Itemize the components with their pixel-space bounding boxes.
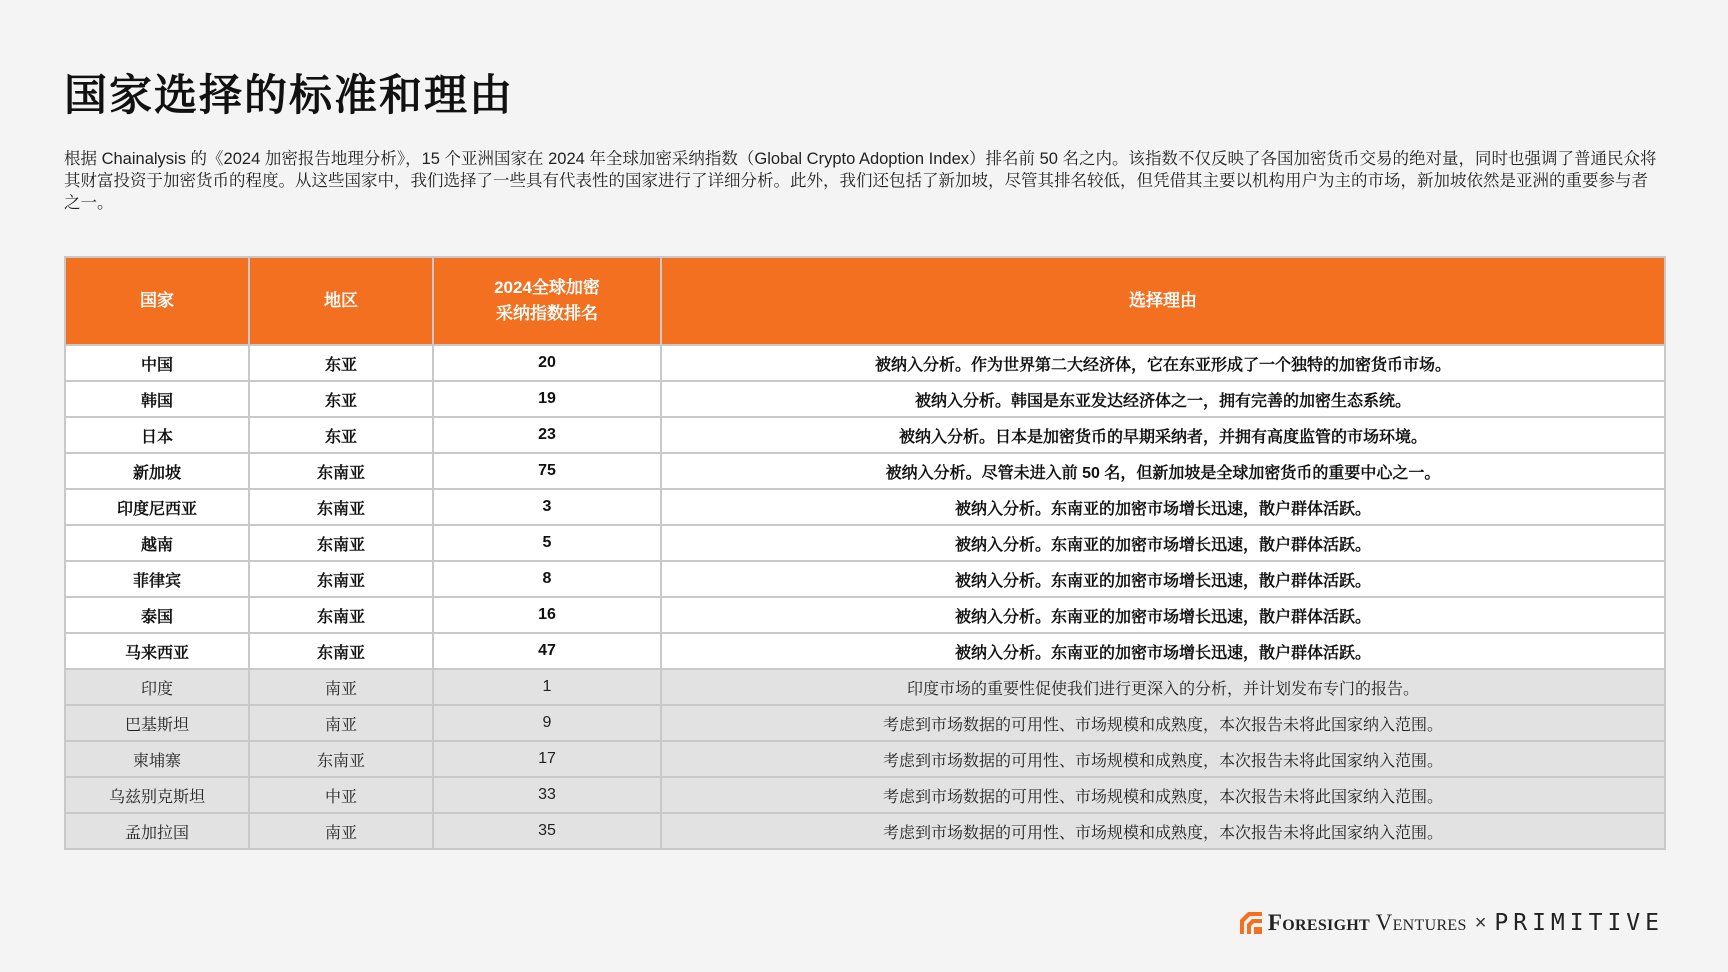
logo-separator: × bbox=[1474, 911, 1487, 934]
cell-country: 菲律宾 bbox=[65, 561, 249, 597]
table-row bbox=[65, 417, 1665, 453]
cell-rank: 47 bbox=[433, 633, 661, 669]
cell-region: 中亚 bbox=[249, 777, 433, 813]
cell-reason: 被纳入分析。作为世界第二大经济体，它在东亚形成了一个独特的加密货币市场。 bbox=[661, 345, 1665, 381]
country-selection-table bbox=[64, 256, 1666, 850]
cell-reason: 被纳入分析。韩国是东亚发达经济体之一，拥有完善的加密生态系统。 bbox=[661, 381, 1665, 417]
table-body bbox=[65, 345, 1665, 849]
cell-reason: 考虑到市场数据的可用性、市场规模和成熟度，本次报告未将此国家纳入范围。 bbox=[661, 741, 1665, 777]
header-rank-line1: 2024全球加密 bbox=[494, 278, 600, 297]
table-row bbox=[65, 561, 1665, 597]
table-row bbox=[65, 597, 1665, 633]
cell-reason: 被纳入分析。东南亚的加密市场增长迅速，散户群体活跃。 bbox=[661, 489, 1665, 525]
cell-rank: 75 bbox=[433, 453, 661, 489]
cell-country: 泰国 bbox=[65, 597, 249, 633]
cell-rank: 35 bbox=[433, 813, 661, 849]
country-selection-table-container bbox=[64, 256, 1664, 850]
cell-rank: 1 bbox=[433, 669, 661, 705]
cell-region: 东南亚 bbox=[249, 633, 433, 669]
cell-rank: 23 bbox=[433, 417, 661, 453]
cell-country: 韩国 bbox=[65, 381, 249, 417]
cell-rank: 5 bbox=[433, 525, 661, 561]
foresight-logo-text: Foresight bbox=[1267, 910, 1371, 935]
cell-reason: 被纳入分析。东南亚的加密市场增长迅速，散户群体活跃。 bbox=[661, 525, 1665, 561]
table-row bbox=[65, 345, 1665, 381]
cell-rank: 16 bbox=[433, 597, 661, 633]
table-row bbox=[65, 669, 1665, 705]
cell-country: 越南 bbox=[65, 525, 249, 561]
header-rank bbox=[433, 257, 661, 345]
cell-country: 孟加拉国 bbox=[65, 813, 249, 849]
cell-region: 东南亚 bbox=[249, 525, 433, 561]
cell-rank: 8 bbox=[433, 561, 661, 597]
cell-region: 东南亚 bbox=[249, 561, 433, 597]
table-row bbox=[65, 525, 1665, 561]
cell-region: 东南亚 bbox=[249, 741, 433, 777]
cell-reason: 印度市场的重要性促使我们进行更深入的分析，并计划发布专门的报告。 bbox=[661, 669, 1665, 705]
cell-rank: 17 bbox=[433, 741, 661, 777]
cell-region: 东亚 bbox=[249, 381, 433, 417]
cell-rank: 19 bbox=[433, 381, 661, 417]
ventures-logo-text: Ventures bbox=[1375, 910, 1467, 935]
cell-reason: 被纳入分析。东南亚的加密市场增长迅速，散户群体活跃。 bbox=[661, 561, 1665, 597]
cell-region: 东亚 bbox=[249, 417, 433, 453]
header-rank-line2: 采纳指数排名 bbox=[496, 304, 598, 323]
cell-region: 南亚 bbox=[249, 705, 433, 741]
cell-region: 东南亚 bbox=[249, 489, 433, 525]
cell-reason: 被纳入分析。尽管未进入前 50 名，但新加坡是全球加密货币的重要中心之一。 bbox=[661, 453, 1665, 489]
cell-rank: 20 bbox=[433, 345, 661, 381]
cell-country: 新加坡 bbox=[65, 453, 249, 489]
cell-country: 巴基斯坦 bbox=[65, 705, 249, 741]
cell-country: 日本 bbox=[65, 417, 249, 453]
cell-rank: 9 bbox=[433, 705, 661, 741]
cell-country: 中国 bbox=[65, 345, 249, 381]
table-row bbox=[65, 777, 1665, 813]
cell-reason: 考虑到市场数据的可用性、市场规模和成熟度，本次报告未将此国家纳入范围。 bbox=[661, 813, 1665, 849]
cell-reason: 被纳入分析。日本是加密货币的早期采纳者，并拥有高度监管的市场环境。 bbox=[661, 417, 1665, 453]
cell-rank: 3 bbox=[433, 489, 661, 525]
cell-country: 柬埔寨 bbox=[65, 741, 249, 777]
cell-region: 东亚 bbox=[249, 345, 433, 381]
header-country: 国家 bbox=[65, 257, 249, 345]
header-region: 地区 bbox=[249, 257, 433, 345]
cell-country: 印度尼西亚 bbox=[65, 489, 249, 525]
cell-region: 南亚 bbox=[249, 669, 433, 705]
header-reason: 选择理由 bbox=[661, 257, 1665, 345]
cell-region: 东南亚 bbox=[249, 453, 433, 489]
cell-reason: 考虑到市场数据的可用性、市场规模和成熟度，本次报告未将此国家纳入范围。 bbox=[661, 777, 1665, 813]
cell-country: 乌兹别克斯坦 bbox=[65, 777, 249, 813]
table-header-row bbox=[65, 257, 1665, 345]
cell-reason: 考虑到市场数据的可用性、市场规模和成熟度，本次报告未将此国家纳入范围。 bbox=[661, 705, 1665, 741]
table-row bbox=[65, 453, 1665, 489]
page-title: 国家选择的标准和理由 bbox=[64, 72, 514, 120]
intro-paragraph: 根据 Chainalysis 的《2024 加密报告地理分析》，15 个亚洲国家在 2024 年全球加密采纳指数（Global Crypto Adoption Index）排名前 50 名之内。该指数不仅反映了各国加密货币交易的绝对量，同时也强调了普通民众将其财富投资于加密货币的程度。从这些国家中，我们选择了一些具有代表性的国家进行了详细分析。此外，我们还包括了新加坡，尽管其排名较低，但凭借其主要以机构用户为主的市场，新加坡依然是亚洲的重要参与者之一。 bbox=[64, 150, 1657, 212]
table-row bbox=[65, 741, 1665, 777]
cell-region: 东南亚 bbox=[249, 597, 433, 633]
table-row bbox=[65, 813, 1665, 849]
table-row bbox=[65, 381, 1665, 417]
table-row bbox=[65, 705, 1665, 741]
table-row bbox=[65, 633, 1665, 669]
foresight-ventures-logo bbox=[1268, 910, 1467, 936]
cell-reason: 被纳入分析。东南亚的加密市场增长迅速，散户群体活跃。 bbox=[661, 633, 1665, 669]
foresight-logo-icon bbox=[1240, 912, 1262, 934]
footer-logos bbox=[1240, 908, 1664, 938]
cell-region: 南亚 bbox=[249, 813, 433, 849]
cell-country: 印度 bbox=[65, 669, 249, 705]
cell-reason: 被纳入分析。东南亚的加密市场增长迅速，散户群体活跃。 bbox=[661, 597, 1665, 633]
table-row bbox=[65, 489, 1665, 525]
cell-country: 马来西亚 bbox=[65, 633, 249, 669]
cell-rank: 33 bbox=[433, 777, 661, 813]
primitive-logo: PRIMITIVE bbox=[1494, 910, 1664, 936]
